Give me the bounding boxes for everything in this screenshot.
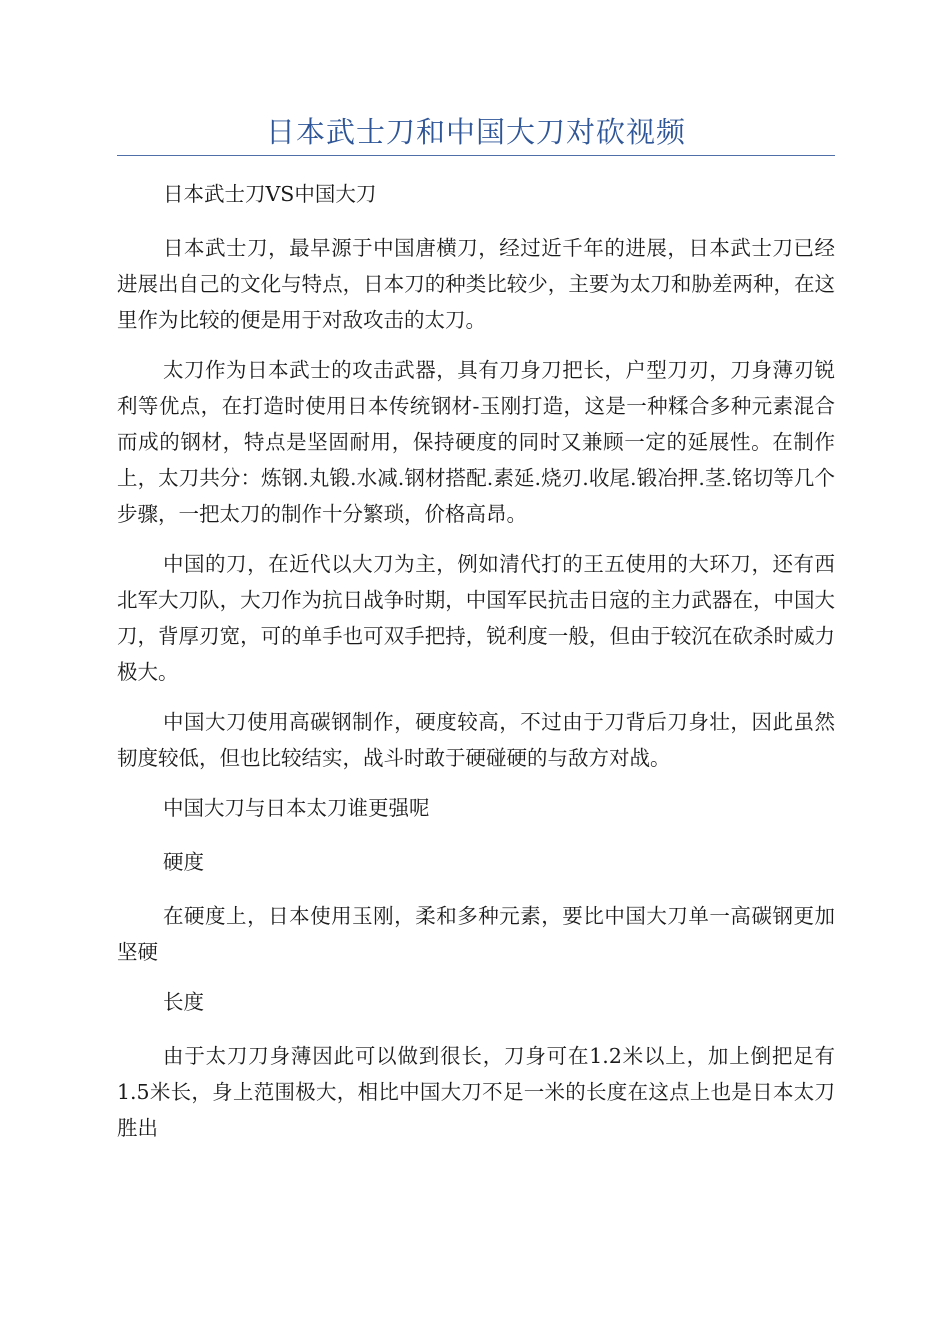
paragraph-chinese-dadao: 中国的刀，在近代以大刀为主，例如清代打的王五使用的大环刀，还有西北军大刀队，大刀作为抗日战争时期，中国军民抗击日寇的主力武器在，中国大刀，背厚刃宽，可的单手也可双手把持，锐利度一般，但由于较沉在砍杀时威力极大。 [117, 552, 835, 684]
title-underline [117, 155, 835, 156]
paragraph-hardness: 在硬度上，日本使用玉刚，柔和多种元素，要比中国大刀单一高碳钢更加坚硬 [117, 904, 835, 964]
paragraph-heading-vs: 日本武士刀VS中国大刀 [163, 182, 377, 206]
paragraph-dadao-steel: 中国大刀使用高碳钢制作，硬度较高，不过由于刀背后刀身壮，因此虽然韧度较低，但也比较结实，战斗时敢于硬碰硬的与敌方对战。 [117, 710, 835, 770]
document-title: 日本武士刀和中国大刀对砍视频 [265, 115, 686, 149]
paragraph-subheading-length: 长度 [163, 990, 204, 1014]
paragraph-length: 由于太刀刀身薄因此可以做到很长，刀身可在1.2米以上，加上倒把足有1.5米长，身上范围极大，相比中国大刀不足一米的长度在这点上也是日本太刀胜出 [117, 1044, 835, 1140]
paragraph-which-stronger: 中国大刀与日本太刀谁更强呢 [163, 796, 430, 820]
paragraph-subheading-hardness: 硬度 [163, 850, 204, 874]
document-body [117, 176, 835, 1160]
paragraph-japanese-sword-origin: 日本武士刀，最早源于中国唐横刀，经过近千年的进展，日本武士刀已经进展出自己的文化与特点，日本刀的种类比较少，主要为太刀和胁差两种，在这里作为比较的便是用于对敌攻击的太刀。 [117, 236, 835, 332]
paragraph-tachi-features: 太刀作为日本武士的攻击武器，具有刀身刀把长，户型刀刃，刀身薄刃锐利等优点，在打造时使用日本传统钢材-玉刚打造，这是一种糅合多种元素混合而成的钢材，特点是坚固耐用，保持硬度的同时又兼顾一定的延展性。在制作上，太刀共分：炼钢.丸锻.水减.钢材搭配.素延.烧刃.收尾.锻冶押.茎.铭切等几个步骤，一把太刀的制作十分繁琐，价格高昂。 [117, 358, 835, 526]
